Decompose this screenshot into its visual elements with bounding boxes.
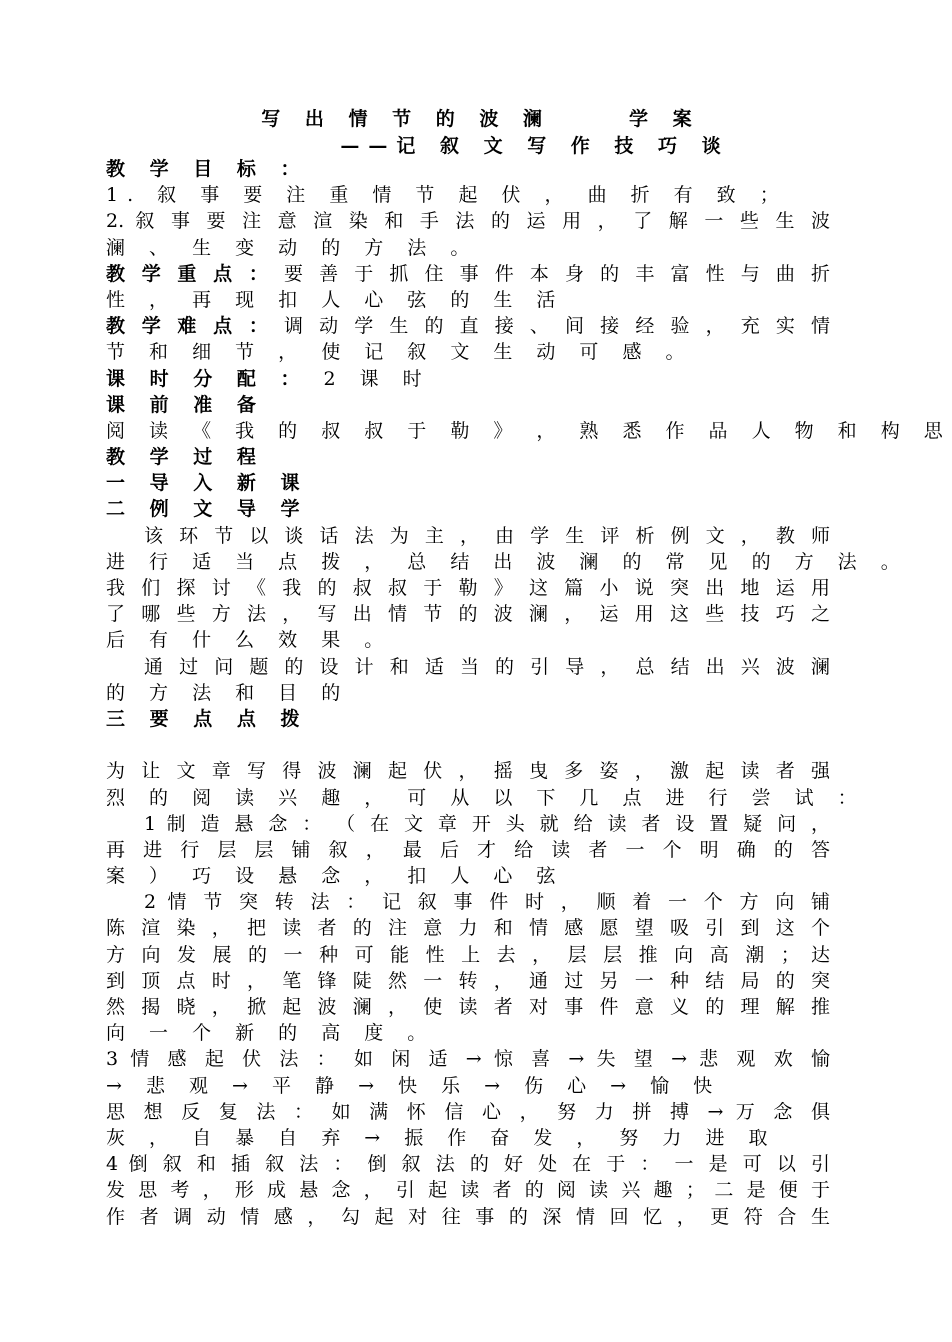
text-line bbox=[106, 313, 830, 339]
document-title: 写 出 情 节 的 波 澜 学 案 bbox=[261, 108, 701, 130]
text-line: 的 方 法 和 目 的 bbox=[106, 681, 350, 704]
text-line: 一 导 入 新 课 bbox=[106, 472, 309, 495]
line-label: 课 时 分 配 ： bbox=[106, 367, 309, 390]
text-line: 课 前 准 备 bbox=[106, 393, 265, 416]
text-line: 我 们 探 讨 《 我 的 叔 叔 于 勒 》 这 篇 小 说 突 出 地 运 用 bbox=[106, 577, 830, 599]
text-line: 4 倒 叙 和 插 叙 法 ： 倒 叙 法 的 好 处 在 于 ： 一 是 可 以 引 bbox=[106, 1153, 830, 1176]
line-text: 调 动 学 生 的 直 接 、 间 接 经 验 ， 充 实 情 bbox=[283, 315, 830, 338]
text-line: 进 行 适 当 点 拨 ， 总 结 出 波 澜 的 常 见 的 方 法 。 bbox=[106, 550, 909, 573]
text-line: 然 揭 晓 ， 掀 起 波 澜 ， 使 读 者 对 事 件 意 义 的 理 解 推 bbox=[106, 996, 830, 1018]
text-line: 后 有 什 么 效 果 。 bbox=[106, 629, 393, 652]
text-line: 方 向 发 展 的 一 种 可 能 性 上 去 ， 层 层 推 向 高 潮 ； 达 bbox=[106, 943, 830, 966]
line-text: 要 善 于 抓 住 事 件 本 身 的 丰 富 性 与 曲 折 bbox=[283, 262, 830, 285]
text-line: → 悲 观 → 平 静 → 快 乐 → 伤 心 → 愉 快 bbox=[106, 1074, 722, 1097]
text-line: 案 ） 巧 设 悬 念 ， 扣 人 心 弦 bbox=[106, 865, 565, 888]
line-label: 教 学 难 点 ： bbox=[106, 315, 273, 338]
text-line: 作 者 调 动 情 感 ， 勾 起 对 往 事 的 深 情 回 忆 ， 更 符 合 生 bbox=[106, 1205, 830, 1228]
text-line: 澜 、 生 变 动 的 方 法 。 bbox=[106, 236, 479, 259]
text-line: 教 学 目 标 ： bbox=[106, 158, 309, 180]
text-line: 灰 ， 自 暴 自 弃 → 振 作 奋 发 ， 努 力 进 取 bbox=[106, 1126, 777, 1149]
document-body bbox=[106, 156, 952, 1230]
text-line bbox=[106, 261, 830, 287]
text-line: 二 例 文 导 学 bbox=[106, 498, 309, 521]
text-line: 节 和 细 节 ， 使 记 叙 文 生 动 可 感 。 bbox=[106, 341, 694, 364]
text-line: 陈 渲 染 ， 把 读 者 的 注 意 力 和 情 感 愿 望 吸 引 到 这 个 bbox=[106, 917, 830, 940]
text-line: 了 哪 些 方 法 ， 写 出 情 节 的 波 澜 ， 运 用 这 些 技 巧 之 bbox=[106, 603, 830, 626]
text-line: 发 思 考 ， 形 成 悬 念 ， 引 起 读 者 的 阅 读 兴 趣 ； 二 是 便 于 bbox=[106, 1179, 830, 1202]
text-line bbox=[106, 366, 830, 392]
text-line: 3 情 感 起 伏 法 ： 如 闲 适 → 惊 喜 → 失 望 → 悲 观 欢 愉 bbox=[106, 1048, 830, 1071]
line-text: 2 课 时 bbox=[323, 367, 431, 390]
text-line: 1 制 造 悬 念 ： （ 在 文 章 开 头 就 给 读 者 设 置 疑 问 ， bbox=[144, 812, 830, 835]
text-line: 2 情 节 突 转 法 ： 记 叙 事 件 时 ， 顺 着 一 个 方 向 铺 bbox=[144, 891, 830, 914]
text-line: 烈 的 阅 读 兴 趣 ， 可 从 以 下 几 点 进 行 尝 试 ： bbox=[106, 786, 866, 809]
document-subtitle: ——记 叙 文 写 作 技 巧 谈 bbox=[340, 135, 730, 157]
text-line: 阅 读 《 我 的 叔 叔 于 勒 》 ， 熟 悉 作 品 人 物 和 构 思 bbox=[106, 419, 952, 442]
text-line: 到 顶 点 时 ， 笔 锋 陡 然 一 转 ， 通 过 另 一 种 结 局 的 突 bbox=[106, 969, 830, 992]
text-line: 思 想 反 复 法 ： 如 满 怀 信 心 ， 努 力 拼 搏 → 万 念 俱 bbox=[106, 1100, 830, 1123]
text-line: 1. 叙 事 要 注 重 情 节 起 伏 ， 曲 折 有 致 ； bbox=[106, 184, 788, 207]
text-line: 通 过 问 题 的 设 计 和 适 当 的 引 导 ， 总 结 出 兴 波 澜 bbox=[144, 655, 830, 678]
text-line: 向 一 个 新 的 高 度 。 bbox=[106, 1022, 436, 1045]
text-line: 该 环 节 以 谈 话 法 为 主 ， 由 学 生 评 析 例 文 ， 教 师 bbox=[144, 524, 830, 547]
text-line: 为 让 文 章 写 得 波 澜 起 伏 ， 摇 曳 多 姿 ， 激 起 读 者 强 bbox=[106, 760, 830, 783]
line-label: 教 学 重 点 ： bbox=[106, 262, 273, 285]
text-line: 三 要 点 点 拨 bbox=[106, 707, 309, 730]
text-line bbox=[106, 732, 830, 758]
text-line: 性 ， 再 现 扣 人 心 弦 的 生 活 bbox=[106, 288, 565, 311]
text-line: 教 学 过 程 bbox=[106, 446, 265, 469]
text-line: 再 进 行 层 层 铺 叙 ， 最 后 才 给 读 者 一 个 明 确 的 答 bbox=[106, 838, 830, 861]
text-line: 2. 叙 事 要 注 意 渲 染 和 手 法 的 运 用 ， 了 解 一 些 生 波 bbox=[106, 210, 830, 233]
